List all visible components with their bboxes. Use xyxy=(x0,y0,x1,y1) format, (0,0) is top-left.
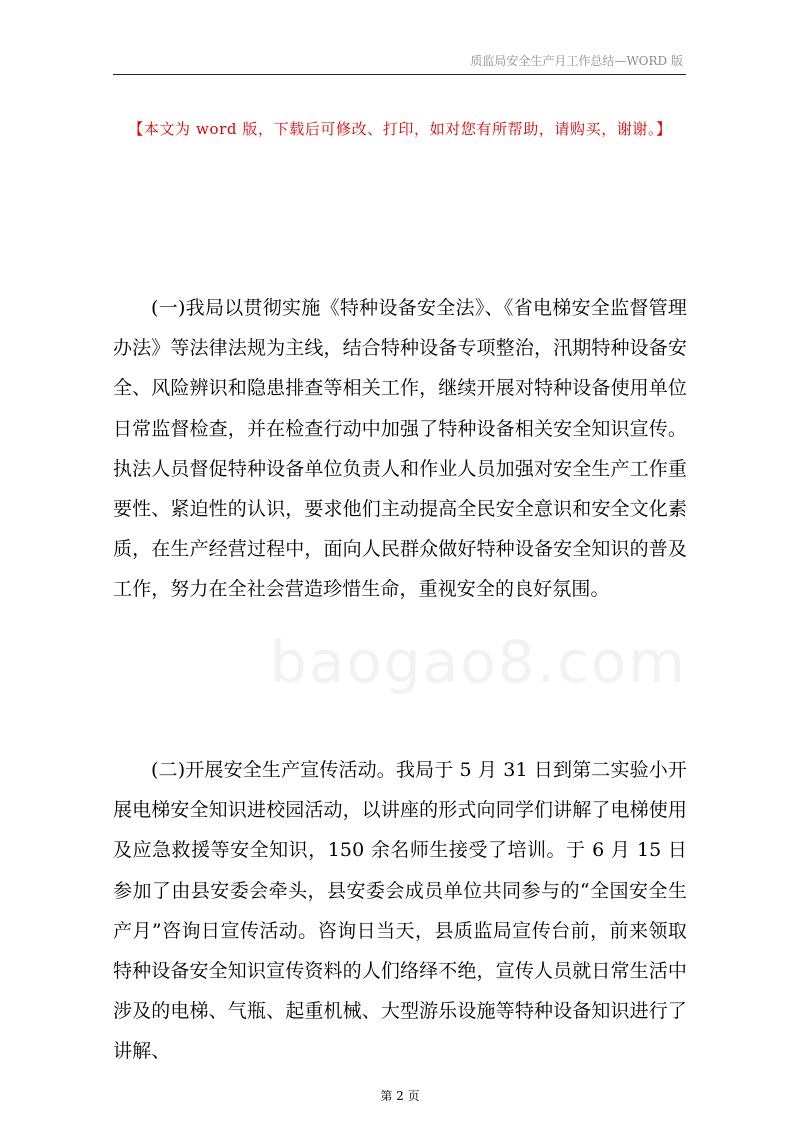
page-number: 第 2 页 xyxy=(380,1089,420,1103)
body-paragraph-2: (二)开展安全生产宣传活动。我局于 5 月 31 日到第二实验小开展电梯安全知识进校园活动，以讲座的形式向同学们讲解了电梯使用及应急救援等安全知识，150 余名师生接受了培训。于 6 月 15 日参加了由县安委会牵头，县安委会成员单位共同参与的“全国安全生产月”咨询日宣传活动。咨询日当天，县质监局宣传台前，前来领取特种设备安全知识宣传资料的人们络绎不绝，宣传人员就日常生活中涉及的电梯、气瓶、起重机械、大型游乐设施等特种设备知识进行了讲解、 xyxy=(113,759,687,1063)
purchase-notice: 【本文为 word 版，下载后可修改、打印，如对您有所帮助，请购买，谢谢。】 xyxy=(128,120,672,138)
header-divider xyxy=(113,74,686,75)
running-header: 质监局安全生产月工作总结—WORD 版 xyxy=(470,54,683,68)
watermark-text: baogao8.com xyxy=(270,628,687,696)
body-paragraph-1: (一)我局以贯彻实施《特种设备安全法》、《省电梯安全监督管理办法》等法律法规为主线，结合特种设备专项整治，汛期特种设备安全、风险辨识和隐患排查等相关工作，继续开展对特种设备使用单位日常监督检查，并在检查行动中加强了特种设备相关安全知识宣传。执法人员督促特种设备单位负责人和作业人员加强对安全生产工作重要性、紧迫性的认识，要求他们主动提高全民安全意识和安全文化素质，在生产经营过程中，面向人民群众做好特种设备安全知识的普及工作，努力在全社会营造珍惜生命，重视安全的良好氛围。 xyxy=(113,297,687,601)
